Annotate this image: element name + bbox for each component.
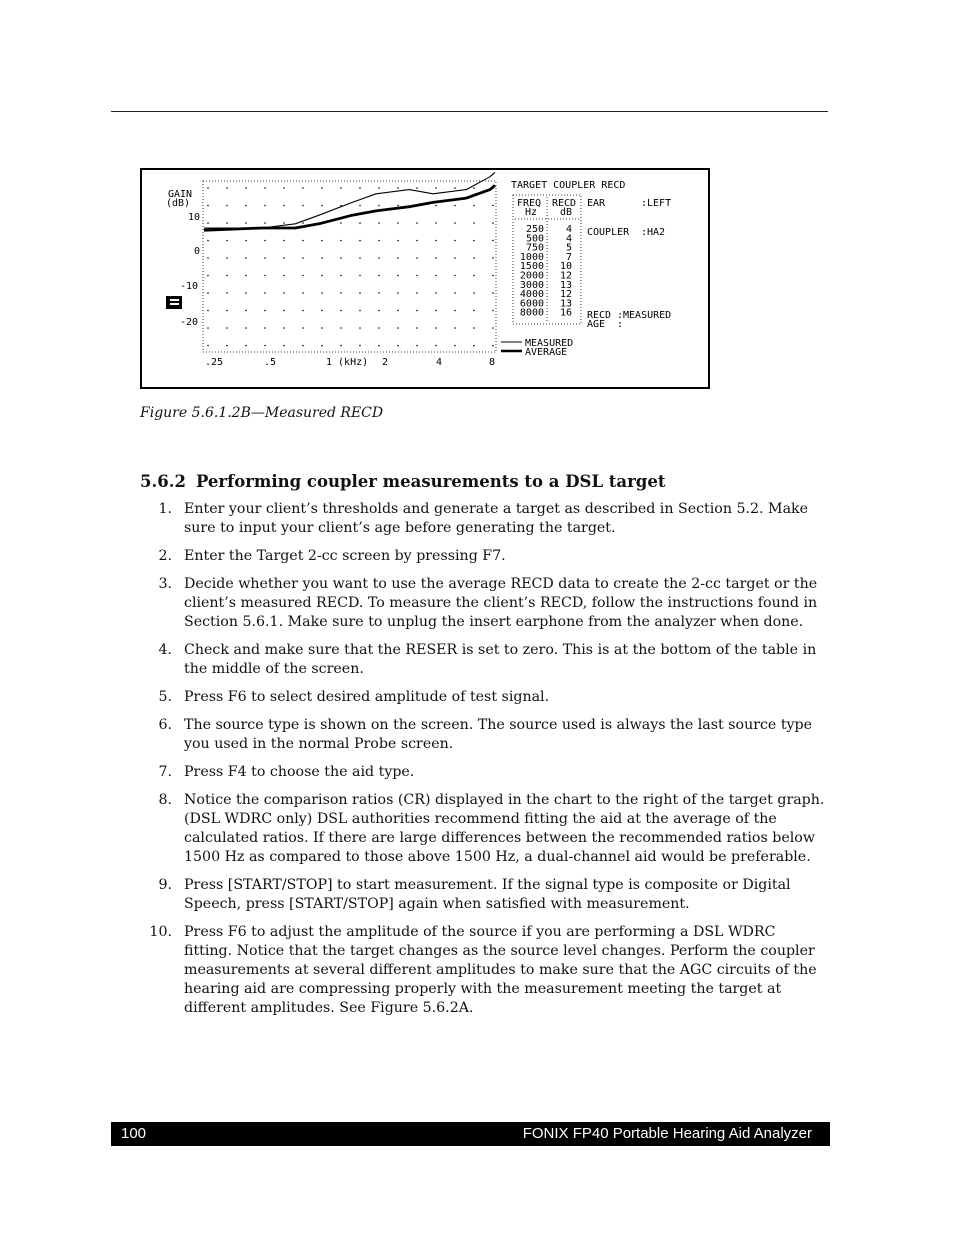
table-recd-cell: 12	[559, 270, 572, 282]
grid-dot	[245, 292, 247, 294]
table-freq-cell: 4000	[519, 289, 544, 301]
recd-screen-svg	[142, 170, 708, 387]
grid-dot	[378, 327, 380, 329]
grid-dot	[226, 222, 228, 224]
series-layer	[204, 172, 495, 230]
grid-dot	[245, 187, 247, 189]
grid-dot	[302, 240, 304, 242]
grid-dot	[378, 275, 380, 277]
age-label: AGE	[587, 319, 606, 330]
list-item	[140, 641, 826, 679]
coupler-value: :HA2	[641, 227, 666, 238]
grid-dot	[226, 205, 228, 207]
table-freq-cell: 750	[525, 242, 544, 254]
grid-dot	[226, 327, 228, 329]
grid-dot	[435, 345, 437, 347]
grid-dot	[416, 257, 418, 259]
x-tick-label: .5	[264, 357, 277, 368]
grid-dot	[397, 222, 399, 224]
grid-dot	[302, 327, 304, 329]
table-recd-cell: 13	[559, 298, 572, 310]
recd-table-rows	[520, 224, 572, 319]
grid-dot	[321, 310, 323, 312]
grid-dot	[435, 222, 437, 224]
x-tick-label: 2	[382, 357, 389, 368]
list-item-text: Press F6 to select desired amplitude of test signal.	[184, 689, 550, 705]
grid-dot	[302, 292, 304, 294]
grid-dot	[454, 345, 456, 347]
grid-dot	[302, 257, 304, 259]
list-item-text: Enter your client’s thresholds and generate a target as described in Section 5.2. Make sure to input your client’s age before generating the target.	[184, 501, 809, 536]
legend-measured: MEASURED	[525, 338, 574, 349]
x-tick-label: 8	[489, 357, 496, 368]
section-title: Performing coupler measurements to a DSL target	[195, 472, 666, 491]
table-recd-cell: 4	[565, 233, 572, 245]
x-tick-label: 1 (kHz)	[326, 357, 369, 368]
list-item	[140, 500, 826, 538]
table-recd-cell: 7	[565, 251, 572, 263]
grid-dot	[207, 345, 209, 347]
grid-dot	[245, 275, 247, 277]
table-recd-cell: 4	[565, 224, 572, 235]
grid-dot	[302, 345, 304, 347]
grid-dot	[454, 257, 456, 259]
grid-dot	[264, 292, 266, 294]
grid-dot	[207, 222, 209, 224]
grid-dot	[340, 310, 342, 312]
grid-dot	[207, 187, 209, 189]
grid-dot	[435, 205, 437, 207]
list-item-text: Press F4 to choose the aid type.	[184, 764, 415, 780]
grid-dot	[473, 345, 475, 347]
grid-dot	[397, 240, 399, 242]
grid-dot	[226, 275, 228, 277]
grid-dot	[454, 275, 456, 277]
list-item	[140, 923, 826, 1018]
table-recd-cell: 12	[559, 289, 572, 301]
grid-dot	[454, 222, 456, 224]
footer-title: FONIX FP40 Portable Hearing Aid Analyzer	[522, 1125, 812, 1142]
list-item	[140, 791, 826, 867]
grid-dot	[359, 275, 361, 277]
grid-dot	[492, 310, 494, 312]
grid-dot	[226, 345, 228, 347]
grid-dot	[492, 222, 494, 224]
coupler-label: COUPLER	[587, 227, 630, 238]
list-item	[140, 763, 826, 782]
grid-dot	[397, 257, 399, 259]
grid-dot	[435, 292, 437, 294]
grid-dot	[226, 187, 228, 189]
grid-dot	[264, 187, 266, 189]
grid-dot	[378, 292, 380, 294]
grid-dot	[473, 310, 475, 312]
grid-dot	[359, 257, 361, 259]
grid-dot	[207, 275, 209, 277]
grid-dot	[245, 222, 247, 224]
grid-dot	[416, 292, 418, 294]
grid-dot	[302, 222, 304, 224]
grid-dot	[378, 345, 380, 347]
grid-dot	[416, 275, 418, 277]
grid-dot	[359, 240, 361, 242]
grid-dot	[359, 222, 361, 224]
grid-dot	[207, 240, 209, 242]
grid-dot	[359, 327, 361, 329]
grid-dot	[435, 187, 437, 189]
grid-dot	[264, 205, 266, 207]
list-item-text: The source type is shown on the screen. The source used is always the last source type you used in the normal Probe screen.	[184, 717, 813, 752]
grid-dot	[492, 205, 494, 207]
footer-bar	[111, 1122, 830, 1146]
grid-dot	[473, 205, 475, 207]
grid-dot	[302, 310, 304, 312]
grid-dot	[397, 187, 399, 189]
table-freq-cell: 500	[525, 233, 544, 245]
gain-label-line1: GAIN	[168, 189, 193, 200]
table-freq-cell: 1000	[519, 251, 544, 263]
grid-dot	[283, 327, 285, 329]
grid-dot	[340, 292, 342, 294]
grid-dot	[492, 240, 494, 242]
grid-dot	[378, 310, 380, 312]
grid-dot	[359, 345, 361, 347]
grid-dot	[492, 292, 494, 294]
grid-dot	[492, 275, 494, 277]
legend-average: AVERAGE	[525, 347, 568, 358]
recd-label: RECD	[587, 310, 612, 321]
table-freq-cell: 1500	[519, 261, 544, 273]
grid-dot	[321, 292, 323, 294]
grid-dot	[283, 187, 285, 189]
grid-dot	[492, 327, 494, 329]
grid-dot	[473, 187, 475, 189]
list-item	[140, 688, 826, 707]
printer-icon	[166, 296, 182, 309]
table-head-freq-unit: Hz	[525, 207, 538, 218]
grid-dot	[473, 222, 475, 224]
grid-dot	[283, 345, 285, 347]
grid-dot	[416, 187, 418, 189]
grid-dot	[302, 187, 304, 189]
grid-dot	[378, 257, 380, 259]
grid-dot	[264, 345, 266, 347]
grid-dot	[245, 310, 247, 312]
grid-dot	[492, 257, 494, 259]
grid-dot	[226, 292, 228, 294]
x-tick-label: .25	[205, 357, 224, 368]
grid-dot	[226, 310, 228, 312]
grid-dot	[207, 292, 209, 294]
grid-dot	[416, 240, 418, 242]
grid-dot	[454, 292, 456, 294]
grid-dot	[245, 257, 247, 259]
grid-dot	[378, 205, 380, 207]
grid-dot	[340, 257, 342, 259]
grid-dot	[454, 240, 456, 242]
list-item-text: Decide whether you want to use the average RECD data to create the 2-cc target or the client’s measured RECD. To measure the client’s RECD, follow the instructions found in Section 5.6.1. Make sure to unplug the insert earphone from the analyzer when done.	[184, 576, 818, 630]
table-head-recd: RECD	[552, 198, 577, 209]
y-tick-label: -20	[180, 317, 199, 328]
grid-dot	[264, 310, 266, 312]
grid-dot	[492, 345, 494, 347]
grid-dot	[435, 327, 437, 329]
grid-dot	[283, 205, 285, 207]
y-tick-label: -10	[180, 281, 199, 292]
list-item-number: 3.	[158, 576, 172, 592]
list-item-text: Press F6 to adjust the amplitude of the source if you are performing a DSL WDRC fitting. Notice that the target changes as the source level changes. Perform the coupler measurements at several different amplitudes to make sure that the AGC circuits of the hearing aid are compressing properly with the measurement meeting the target at different amplitudes. See Figure 5.6.2A.	[184, 924, 817, 1016]
y-tick-label: 10	[188, 212, 201, 223]
grid-dot	[416, 222, 418, 224]
grid-dot	[397, 327, 399, 329]
grid-dot	[321, 275, 323, 277]
grid-dot	[245, 205, 247, 207]
grid-dot	[359, 187, 361, 189]
list-item-text: Notice the comparison ratios (CR) displayed in the chart to the right of the target graph. (DSL WDRC only) DSL authorities recommend fitting the aid at the average of the calculated ratios. If there are large differences between the recommended ratios below 1500 Hz as compared to those above 1500 Hz, a dual-channel aid would be preferable.	[184, 792, 825, 865]
grid-dot	[454, 310, 456, 312]
grid-dot	[359, 205, 361, 207]
figure-caption: Figure 5.6.1.2B—Measured RECD	[140, 405, 384, 421]
panel-title: TARGET COUPLER RECD	[511, 180, 626, 191]
grid-dot	[283, 275, 285, 277]
grid-dot	[245, 345, 247, 347]
grid-dot	[207, 205, 209, 207]
grid-dot	[397, 310, 399, 312]
ear-value: :LEFT	[641, 198, 672, 209]
grid-dot	[473, 257, 475, 259]
table-recd-cell: 10	[559, 261, 572, 273]
table-freq-cell: 6000	[519, 298, 544, 310]
grid-dot	[302, 205, 304, 207]
grid-dot	[340, 222, 342, 224]
grid-dot	[321, 187, 323, 189]
instruction-list	[140, 500, 826, 1027]
grid-dot	[359, 292, 361, 294]
list-item-number: 5.	[158, 689, 172, 705]
grid-dot	[321, 345, 323, 347]
grid-dot	[321, 205, 323, 207]
x-tick-label: 4	[436, 357, 443, 368]
grid-dot	[207, 257, 209, 259]
list-item-number: 1.	[158, 501, 172, 517]
grid-dot	[416, 327, 418, 329]
grid-dot	[454, 187, 456, 189]
grid-dot	[397, 275, 399, 277]
grid-dot	[302, 275, 304, 277]
list-item	[140, 575, 826, 632]
table-head-recd-unit: dB	[560, 207, 573, 218]
measured-recd-figure	[140, 168, 710, 389]
grid-dot	[340, 327, 342, 329]
age-value: :	[617, 319, 624, 330]
grid-dot	[473, 292, 475, 294]
grid-dot	[340, 275, 342, 277]
grid-dot	[397, 345, 399, 347]
list-item-number: 9.	[158, 877, 172, 893]
grid-dot	[340, 240, 342, 242]
grid-dot	[264, 240, 266, 242]
grid-dot	[378, 240, 380, 242]
list-item	[140, 547, 826, 566]
grid-dot	[397, 292, 399, 294]
grid-dot	[378, 222, 380, 224]
grid-dot	[473, 327, 475, 329]
grid-dot	[435, 275, 437, 277]
list-item-number: 4.	[158, 642, 172, 658]
table-freq-cell: 3000	[519, 279, 544, 291]
grid-dot	[435, 310, 437, 312]
grid-dot	[321, 327, 323, 329]
grid-dot	[283, 240, 285, 242]
grid-dot	[207, 327, 209, 329]
table-head-freq: FREQ	[517, 198, 542, 209]
grid-dot	[416, 310, 418, 312]
page-number: 100	[121, 1125, 147, 1142]
grid-dot	[416, 345, 418, 347]
list-item-number: 6.	[158, 717, 172, 733]
grid-dot	[321, 240, 323, 242]
plot-grid	[207, 187, 494, 346]
list-item	[140, 876, 826, 914]
grid-dot	[435, 257, 437, 259]
table-freq-cell: 8000	[519, 307, 544, 319]
grid-dot	[283, 292, 285, 294]
list-item-number: 2.	[158, 548, 172, 564]
list-item	[140, 716, 826, 754]
list-item-number: 7.	[158, 764, 172, 780]
list-item-text: Check and make sure that the RESER is set to zero. This is at the bottom of the table in the middle of the screen.	[184, 642, 817, 677]
table-freq-cell: 2000	[519, 270, 544, 282]
ear-label: EAR	[587, 198, 606, 209]
grid-dot	[283, 222, 285, 224]
grid-dot	[226, 240, 228, 242]
grid-dot	[340, 345, 342, 347]
grid-dot	[207, 310, 209, 312]
grid-dot	[226, 257, 228, 259]
section-number: 5.6.2	[140, 472, 186, 491]
table-recd-cell: 16	[559, 307, 572, 319]
y-tick-label: 0	[194, 246, 201, 257]
grid-dot	[454, 327, 456, 329]
list-item-text: Enter the Target 2-cc screen by pressing F7.	[184, 548, 506, 564]
section-heading	[140, 472, 665, 491]
grid-dot	[264, 222, 266, 224]
grid-dot	[245, 240, 247, 242]
list-item-number: 10.	[149, 924, 172, 940]
grid-dot	[340, 187, 342, 189]
table-freq-cell: 250	[525, 224, 544, 235]
grid-dot	[264, 275, 266, 277]
grid-dot	[264, 257, 266, 259]
recd-value: :MEASURED	[617, 310, 672, 321]
grid-dot	[435, 240, 437, 242]
list-item-number: 8.	[158, 792, 172, 808]
table-recd-cell: 13	[559, 279, 572, 291]
grid-dot	[283, 257, 285, 259]
grid-dot	[473, 275, 475, 277]
grid-dot	[454, 205, 456, 207]
plot-frame	[203, 181, 496, 352]
grid-dot	[473, 240, 475, 242]
grid-dot	[397, 205, 399, 207]
grid-dot	[359, 310, 361, 312]
gain-label-line2: (dB)	[166, 198, 191, 209]
grid-dot	[264, 327, 266, 329]
top-rule	[111, 111, 828, 112]
table-recd-cell: 5	[565, 242, 572, 254]
grid-dot	[245, 327, 247, 329]
list-item-text: Press [START/STOP] to start measurement. If the signal type is composite or Digital Speech, press [START/STOP] again when satisfied with measurement.	[184, 877, 791, 912]
grid-dot	[283, 310, 285, 312]
grid-dot	[378, 187, 380, 189]
grid-dot	[321, 257, 323, 259]
